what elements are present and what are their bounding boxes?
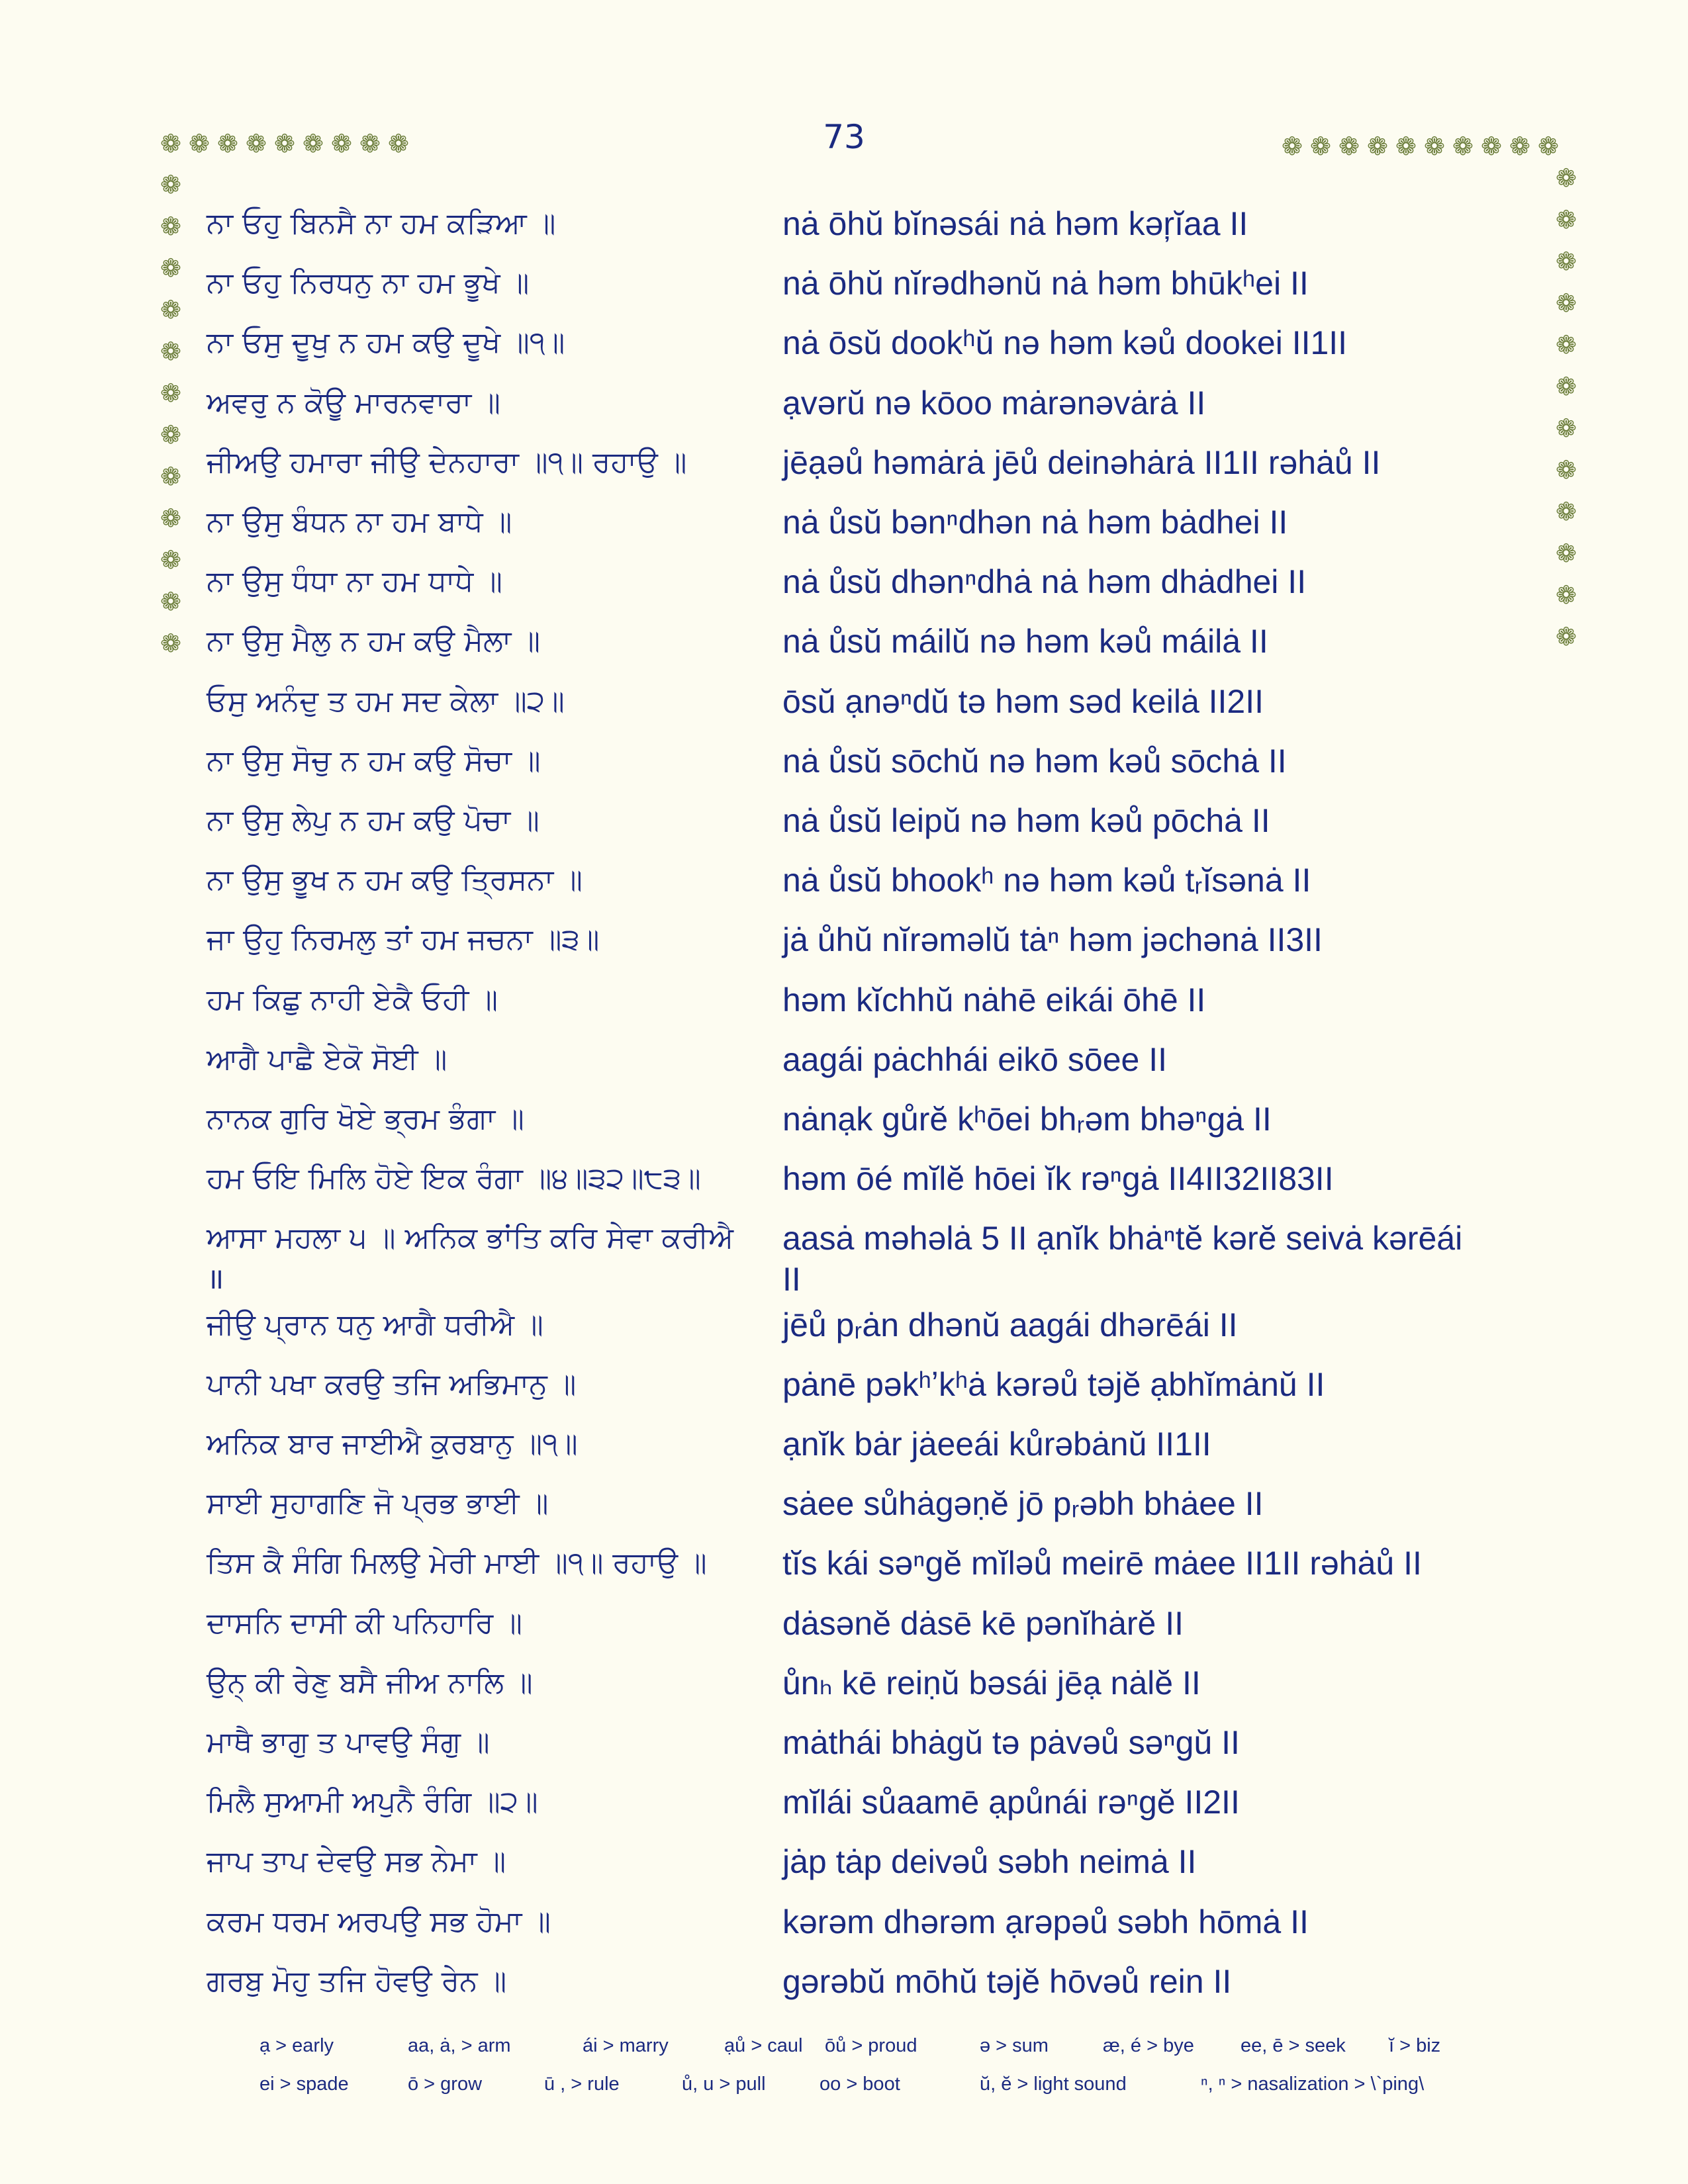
flower-ornament-icon: ❁ [1509,132,1530,161]
flower-ornament-icon: ❁ [160,629,181,658]
flower-ornament-icon: ❁ [160,212,181,241]
verse-line [0,1305,1688,1362]
flower-ornament-icon: ❁ [1556,205,1577,234]
transliteration-text: ạnĭk bȧr jȧeeái kůrəbȧnŭ II1II [782,1426,1211,1463]
transliteration-text: nȧ ůsŭ leipŭ nə həm kəů pōchȧ II [782,802,1270,839]
verse-line [0,980,1688,1037]
gurmukhi-text: ਆਸਾ ਮਹਲਾ ੫ ॥ ਅਨਿਕ ਭਾਂਤਿ ਕਰਿ ਸੇਵਾ ਕਰੀਐ [207,1221,733,1255]
flower-ornament-icon: ❁ [1424,132,1445,161]
flower-ornament-icon: ❁ [1556,580,1577,610]
verse-line [0,1543,1688,1600]
transliteration-text: ůnₕ kē reiṇŭ bəsái jēạ nȧlĕ II [782,1664,1201,1702]
legend-entry: ee, ē > seek [1241,2035,1346,2056]
verse-line [0,1902,1688,1959]
gurmukhi-text: ਜਾ ਉਹੁ ਨਿਰਮਲੁ ਤਾਂ ਹਮ ਜਚਨਾ ॥੩॥ [207,923,600,956]
verse-line [0,1040,1688,1097]
flower-ornament-icon: ❁ [160,337,181,366]
legend-entry: ŭ, ĕ > light sound [980,2073,1127,2095]
gurmukhi-text: ਸਾਈ ਸੁਹਾਗਣਿ ਜੋ ਪ੍ਰਭ ਭਾਈ ॥ [207,1486,549,1520]
transliteration-text: nȧ ōhŭ nĭrədhənŭ nȧ həm bhūkʰei II [782,265,1309,302]
gurmukhi-text: ਤਿਸ ਕੈ ਸੰਗਿ ਮਿਲਉ ਮੇਰੀ ਮਾਈ ॥੧॥ ਰਹਾਉ ॥ [207,1546,707,1580]
legend-entry: ōů > proud [825,2035,917,2056]
flower-ornament-icon: ❁ [1481,132,1502,161]
gurmukhi-text: ਓਸੁ ਅਨੰਦੁ ਤ ਹਮ ਸਦ ਕੇਲਾ ॥੨॥ [207,684,565,718]
transliteration-text: ạvərŭ nə kōoo mȧrənəvȧrȧ II [782,385,1206,422]
gurmukhi-text: ਨਾਨਕ ਗੁਰਿ ਖੋਏ ਭ੍ਰਮ ਭੰਗਾ ॥ [207,1102,524,1136]
verse-line [0,204,1688,261]
gurmukhi-text: ਨਾ ਓਹੁ ਬਿਨਸੈ ਨਾ ਹਮ ਕੜਿਆ ॥ [207,206,556,240]
legend-entry: æ, é > bye [1103,2035,1194,2056]
gurmukhi-text: ਜਾਪ ਤਾਪ ਦੇਵਉ ਸਭ ਨੇਮਾ ॥ [207,1844,506,1878]
legend-entry: ů, u > pull [682,2073,766,2095]
gurmukhi-text: ਉਨ੍ ਕੀ ਰੇਣੁ ਬਸੈ ਜੀਅ ਨਾਲਿ ॥ [207,1666,533,1700]
gurmukhi-text: ਪਾਨੀ ਪਖਾ ਕਰਉ ਤਜਿ ਅਭਿਮਾਨੁ ॥ [207,1367,577,1401]
flower-ornament-icon: ❁ [160,462,181,491]
verse-line [0,801,1688,858]
legend-entry: ō > grow [408,2073,483,2095]
verse-line [0,1159,1688,1216]
transliteration-text: həm kĭchhŭ nȧhē eikái ōhē II [782,981,1206,1019]
legend-entry: ū , > rule [544,2073,620,2095]
verse-line [0,1782,1688,1839]
verse-line [0,1099,1688,1156]
flower-ornament-icon: ❁ [1395,132,1417,161]
transliteration-text: kərəm dhərəm ạrəpəů səbh hōmȧ II [782,1903,1309,1940]
flower-ornament-icon: ❁ [359,129,381,158]
flower-ornament-icon: ❁ [1338,132,1360,161]
transliteration-text: nȧ ůsŭ bənⁿdhən nȧ həm bȧdhei II [782,504,1288,541]
gurmukhi-text: ਨਾ ਉਸੁ ਬੰਧਨ ਨਾ ਹਮ ਬਾਧੇ ॥ [207,505,512,539]
flower-ornament-icon: ❁ [246,129,267,158]
flower-ornament-icon: ❁ [388,129,409,158]
verse-line [0,1604,1688,1661]
transliteration-text: nȧnạk gůrĕ kʰōei bhᵣəm bhəⁿgȧ II [782,1101,1272,1138]
flower-ornament-icon: ❁ [331,129,352,158]
verse-line [0,920,1688,977]
flower-ornament-icon: ❁ [160,587,181,616]
gurmukhi-text: ਕਰਮ ਧਰਮ ਅਰਪਉ ਸਭ ਹੋਮਾ ॥ [207,1905,551,1938]
transliteration-wrap-text: II [782,1261,801,1298]
legend-entry: ái > marry [583,2035,669,2056]
transliteration-text: nȧ ůsŭ dhənⁿdhȧ nȧ həm dhȧdhei II [782,563,1307,600]
flower-ornament-icon: ❁ [160,504,181,533]
flower-ornament-icon: ❁ [1556,163,1577,193]
transliteration-text: nȧ ůsŭ sōchŭ nə həm kəů sōchȧ II [782,743,1287,780]
transliteration-text: tĭs kái səⁿgĕ mĭləů meirē mȧee II1II rəhȧů II [782,1545,1422,1582]
flower-ornament-icon: ❁ [1556,455,1577,484]
verse-line [0,1424,1688,1481]
flower-ornament-icon: ❁ [160,295,181,324]
legend-entry: ạů > caul [724,2035,803,2056]
transliteration-text: jȧp tȧp deivəů səbh neimȧ II [782,1843,1197,1880]
legend-entry: ei > spade [259,2073,349,2095]
gurmukhi-text: ਅਵਰੁ ਨ ਕੋਊ ਮਾਰਨਵਾਰਾ ॥ [207,386,500,420]
verse-line [0,263,1688,324]
transliteration-text: nȧ ůsŭ máilŭ nə həm kəů máilȧ II [782,623,1268,660]
flower-ornament-icon: ❁ [217,129,238,158]
transliteration-text: həm ōé mĭlĕ hōei ĭk rəⁿgȧ II4II32II83II [782,1160,1334,1197]
verse-line [0,860,1688,917]
verse-line [0,443,1688,500]
verse-line [0,1723,1688,1780]
gurmukhi-text: ਜੀਅਉ ਹਮਾਰਾ ਜੀਉ ਦੇਨਹਾਰਾ ॥੧॥ ਰਹਾਉ ॥ [207,445,687,479]
gurmukhi-text: ਅਨਿਕ ਬਾਰ ਜਾਈਐ ਕੁਰਬਾਨੁ ॥੧॥ [207,1427,578,1461]
transliteration-text: jēạəů həmȧrȧ jēů deinəhȧrȧ II1II rəhȧů II [782,444,1381,481]
flower-ornament-icon: ❁ [1367,132,1388,161]
flower-ornament-icon: ❁ [1556,372,1577,401]
gurmukhi-wrap-text: ॥ [207,1262,224,1296]
flower-ornament-icon: ❁ [1538,132,1559,161]
transliteration-text: aasȧ məhəlȧ 5 II ạnĭk bhȧⁿtĕ kərĕ seivȧ kərēái [782,1220,1463,1257]
gurmukhi-text: ਮਿਲੈ ਸੁਆਮੀ ਅਪੁਨੈ ਰੰਗਿ ॥੨॥ [207,1785,538,1819]
transliteration-text: mĭlái sůaamē ạpůnái rəⁿgĕ II2II [782,1784,1240,1821]
transliteration-text: nȧ ōsŭ dookʰŭ nə həm kəů dookei II1II [782,324,1348,361]
flower-ornament-icon: ❁ [1282,132,1303,161]
transliteration-text: mȧthái bhȧgŭ tə pȧvəů səⁿgŭ II [782,1724,1240,1761]
transliteration-text: pȧnē pəkʰʼkʰȧ kərəů təjĕ ạbhĭmȧnŭ II [782,1366,1325,1403]
flower-ornament-icon: ❁ [1556,247,1577,276]
verse-line [0,741,1688,798]
verse-line [0,1842,1688,1899]
flower-ornament-icon: ❁ [1556,330,1577,359]
flower-ornament-icon: ❁ [1310,132,1331,161]
verse-line [0,621,1688,678]
gurmukhi-text: ਹਮ ਓਇ ਮਿਲਿ ਹੋਏ ਇਕ ਰੰਗਾ ॥੪॥੩੨॥੮੩॥ [207,1161,701,1195]
flower-ornament-icon: ❁ [160,129,181,158]
flower-ornament-icon: ❁ [189,129,210,158]
flower-ornament-icon: ❁ [160,420,181,449]
verse-line [0,1484,1688,1541]
gurmukhi-text: ਨਾ ਉਸੁ ਸੋਚੁ ਨ ਹਮ ਕਉ ਸੋਚਾ ॥ [207,744,541,778]
flower-ornament-icon: ❁ [160,170,181,199]
transliteration-text: jēů pᵣȧn dhənŭ aagái dhərēái II [782,1306,1238,1343]
verse-line [0,1365,1688,1422]
verse-line [0,1962,1688,2019]
legend-entry: ə > sum [980,2035,1049,2056]
gurmukhi-text: ਨਾ ਉਸੁ ਧੰਧਾ ਨਾ ਹਮ ਧਾਧੇ ॥ [207,565,502,598]
verse-line [0,562,1688,619]
gurmukhi-text: ਨਾ ਓਸੁ ਦੂਖੁ ਨ ਹਮ ਕਉ ਦੂਖੇ ॥੧॥ [207,326,565,359]
gurmukhi-text: ਨਾ ਓਹੁ ਨਿਰਧਨੁ ਨਾ ਹਮ ਭੂਖੇ ॥ [207,266,530,300]
flower-ornament-icon: ❁ [274,129,295,158]
flower-ornament-icon: ❁ [1556,414,1577,443]
flower-ornament-icon: ❁ [1556,497,1577,526]
transliteration-text: dȧsənĕ dȧsē kē pənĭhȧrĕ II [782,1605,1184,1642]
flower-ornament-icon: ❁ [303,129,324,158]
gurmukhi-text: ਹਮ ਕਿਛੁ ਨਾਹੀ ਏਕੈ ਓਹੀ ॥ [207,983,498,1017]
verse-line [0,682,1688,739]
gurmukhi-text: ਮਾਥੈ ਭਾਗੁ ਤ ਪਾਵਉ ਸੰਗੁ ॥ [207,1725,490,1759]
verse-line [0,323,1688,380]
legend-entry: oo > boot [820,2073,900,2095]
flower-ornament-icon: ❁ [1556,539,1577,568]
flower-ornament-icon: ❁ [1556,622,1577,651]
gurmukhi-text: ਆਗੈ ਪਾਛੈ ਏਕੋ ਸੋਈ ॥ [207,1042,447,1076]
transliteration-text: aagái pȧchhái eikō sōee II [782,1041,1167,1078]
transliteration-text: ōsŭ ạnəⁿdŭ tə həm səd keilȧ II2II [782,683,1264,720]
flower-ornament-icon: ❁ [160,379,181,408]
transliteration-text: nȧ ůsŭ bhookʰ nə həm kəů tᵣĭsənȧ II [782,862,1311,899]
transliteration-text: sȧee sůhȧgəṇĕ jō pᵣəbh bhȧee II [782,1485,1264,1522]
legend-entry: ạ > early [259,2035,334,2056]
gurmukhi-text: ਦਾਸਨਿ ਦਾਸੀ ਕੀ ਪਨਿਹਾਰਿ ॥ [207,1606,522,1640]
legend-entry: aa, ȧ, > arm [408,2035,511,2056]
gurmukhi-text: ਨਾ ਉਸੁ ਲੇਪੁ ਨ ਹਮ ਕਉ ਪੋਚਾ ॥ [207,803,539,837]
transliteration-text: gərəbŭ mōhŭ təjĕ hōvəů rein II [782,1963,1232,2000]
verse-line [0,1218,1688,1298]
flower-ornament-icon: ❁ [160,253,181,283]
verse-line [0,502,1688,559]
verse-line [0,379,1688,443]
page-number: 73 [823,118,865,156]
gurmukhi-text: ਗਰਬੁ ਮੋਹੁ ਤਜਿ ਹੋਵਉ ਰੇਨ ॥ [207,1964,507,1998]
gurmukhi-text: ਜੀਉ ਪ੍ਰਾਨ ਧਨੁ ਆਗੈ ਧਰੀਐ ॥ [207,1308,543,1342]
gurmukhi-text: ਨਾ ਉਸੁ ਮੈਲੁ ਨ ਹਮ ਕਉ ਮੈਲਾ ॥ [207,624,541,658]
flower-ornament-icon: ❁ [1556,289,1577,318]
transliteration-text: nȧ ōhŭ bĭnəsái nȧ həm kəŗĭaa II [782,205,1248,242]
legend-entry: ⁿ, ⁿ > nasalization > \`ping\ [1201,2073,1425,2095]
legend-entry: ĭ > biz [1389,2035,1441,2056]
flower-ornament-icon: ❁ [1452,132,1474,161]
gurmukhi-text: ਨਾ ਉਸੁ ਭੂਖ ਨ ਹਮ ਕਉ ਤ੍ਰਿਸਨਾ ॥ [207,863,583,897]
flower-ornament-icon: ❁ [160,545,181,574]
transliteration-text: jȧ ůhŭ nĭrəməlŭ tȧⁿ həm jəchənȧ II3II [782,921,1323,958]
verse-line [0,1663,1688,1720]
